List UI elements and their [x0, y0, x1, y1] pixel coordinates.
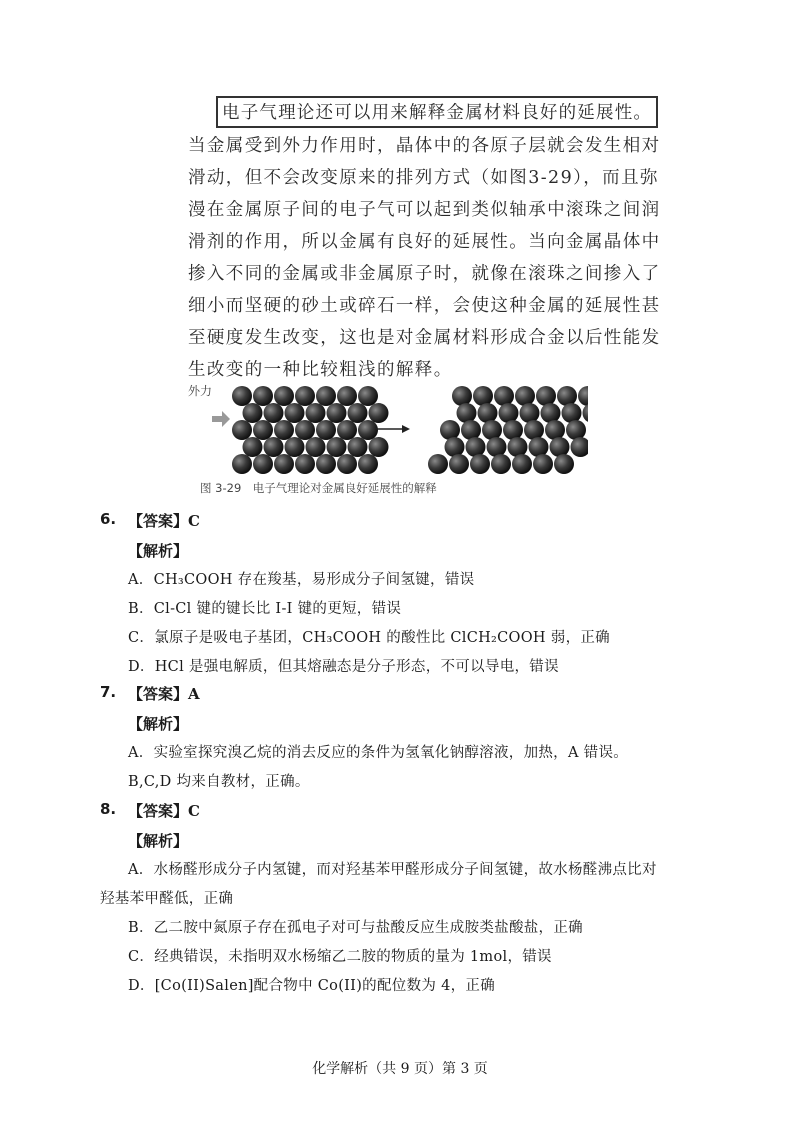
atom	[232, 420, 252, 440]
atom	[337, 420, 357, 440]
atom	[295, 420, 315, 440]
atom	[274, 454, 294, 474]
excerpt-line: 滑剂的作用，所以金属有良好的延展性。当向金属晶体中	[188, 232, 661, 252]
atom	[316, 386, 336, 406]
question-number: 8.	[100, 800, 117, 818]
excerpt-line: 至硬度发生改变，这也是对金属材料形成合金以后性能发	[188, 328, 661, 348]
atom	[358, 454, 378, 474]
atom	[337, 454, 357, 474]
atom	[452, 386, 472, 406]
figure-3-29	[188, 382, 588, 502]
atom	[264, 437, 284, 457]
atom	[316, 454, 336, 474]
option-a: A．实验室探究溴乙烷的消去反应的条件为氢氧化钠醇溶液，加热，A 错误。	[128, 745, 629, 761]
atom	[285, 437, 305, 457]
analysis-label: 【解析】	[128, 542, 189, 560]
atom	[253, 420, 273, 440]
atom	[550, 437, 570, 457]
atom	[515, 386, 535, 406]
atom	[503, 420, 523, 440]
option-c: C．氯原子是吸电子基团，CH₃COOH 的酸性比 ClCH₂COOH 弱，正确	[128, 630, 610, 646]
option-a: A．CH₃COOH 存在羧基，易形成分子间氢键，错误	[128, 572, 475, 588]
answer-label: 【答案】C	[128, 512, 200, 530]
question-number: 7.	[100, 683, 117, 701]
atom	[533, 454, 553, 474]
atom	[562, 403, 582, 423]
atom	[243, 403, 263, 423]
atom	[508, 437, 528, 457]
figure-caption: 图 3-29 电子气理论对金属良好延展性的解释	[200, 481, 437, 495]
atom	[512, 454, 532, 474]
atom	[473, 386, 493, 406]
excerpt-line: 生改变的一种比较粗浅的解释。	[188, 360, 453, 380]
atom	[295, 386, 315, 406]
atom	[566, 420, 586, 440]
atom	[253, 386, 273, 406]
atom	[295, 454, 315, 474]
atom	[482, 420, 502, 440]
option-bcd: B,C,D 均来自教材，正确。	[128, 774, 310, 790]
atom	[232, 386, 252, 406]
atom	[264, 403, 284, 423]
lattice-after	[428, 386, 588, 474]
atom	[545, 420, 565, 440]
figure-force-label: 外力	[188, 384, 213, 398]
atom	[461, 420, 481, 440]
atom	[337, 386, 357, 406]
atom	[316, 420, 336, 440]
atom	[369, 437, 389, 457]
option-d: D．[Co(II)Salen]配合物中 Co(II)的配位数为 4，正确	[128, 978, 496, 994]
transform-arrowhead-icon	[402, 425, 410, 433]
atom	[524, 420, 544, 440]
excerpt-line: 滑动，但不会改变原来的排列方式（如图3-29），而且弥	[188, 168, 659, 188]
boxed-sentence: 电子气理论还可以用来解释金属材料良好的延展性。	[216, 96, 658, 128]
atom	[445, 437, 465, 457]
atom	[327, 437, 347, 457]
answer-label: 【答案】A	[128, 685, 200, 703]
option-b: B．Cl-Cl 键的键长比 I-I 键的更短，错误	[128, 601, 402, 617]
atom	[554, 454, 574, 474]
option-b: B．乙二胺中氮原子存在孤电子对可与盐酸反应生成胺类盐酸盐，正确	[128, 920, 583, 936]
atom	[557, 386, 577, 406]
excerpt-line: 漫在金属原子间的电子气可以起到类似轴承中滚珠之间润	[188, 200, 661, 220]
atom	[466, 437, 486, 457]
atom	[499, 403, 519, 423]
atom	[491, 454, 511, 474]
option-a: A．水杨醛形成分子内氢键，而对羟基苯甲醛形成分子间氢键，故水杨醛沸点比对	[128, 862, 657, 878]
atom	[428, 454, 448, 474]
atom	[369, 403, 389, 423]
atom	[358, 420, 378, 440]
page-footer: 化学解析（共 9 页）第 3 页	[312, 1061, 488, 1077]
atom	[578, 386, 588, 406]
excerpt-line: 细小而坚硬的砂土或碎石一样，会使这种金属的延展性甚	[188, 296, 661, 316]
atom	[440, 420, 460, 440]
atom	[487, 437, 507, 457]
analysis-label: 【解析】	[128, 715, 189, 733]
option-a-continued: 羟基苯甲醛低，正确	[100, 891, 234, 907]
excerpt-line: 掺入不同的金属或非金属原子时，就像在滚珠之间掺入了	[188, 264, 661, 284]
atom	[478, 403, 498, 423]
atom	[449, 454, 469, 474]
answer-label: 【答案】C	[128, 802, 200, 820]
atom	[520, 403, 540, 423]
atom	[470, 454, 490, 474]
atom	[274, 420, 294, 440]
force-arrow-icon	[212, 411, 230, 427]
atom	[327, 403, 347, 423]
atom	[285, 403, 305, 423]
atom	[536, 386, 556, 406]
question-number: 6.	[100, 510, 117, 528]
atom	[583, 403, 589, 423]
atom	[243, 437, 263, 457]
atom	[253, 454, 273, 474]
atom	[306, 403, 326, 423]
atom-layers-diagram	[188, 382, 588, 477]
analysis-label: 【解析】	[128, 832, 189, 850]
atom	[348, 437, 368, 457]
atom	[274, 386, 294, 406]
atom	[494, 386, 514, 406]
atom	[571, 437, 589, 457]
atom	[529, 437, 549, 457]
lattice-before	[232, 386, 389, 474]
atom	[232, 454, 252, 474]
excerpt-line: 当金属受到外力作用时，晶体中的各原子层就会发生相对	[188, 136, 661, 156]
atom	[457, 403, 477, 423]
atom	[541, 403, 561, 423]
atom	[358, 386, 378, 406]
atom	[348, 403, 368, 423]
atom	[306, 437, 326, 457]
option-c: C．经典错误，未指明双水杨缩乙二胺的物质的量为 1mol，错误	[128, 949, 552, 965]
option-d: D．HCl 是强电解质，但其熔融态是分子形态，不可以导电，错误	[128, 659, 559, 675]
